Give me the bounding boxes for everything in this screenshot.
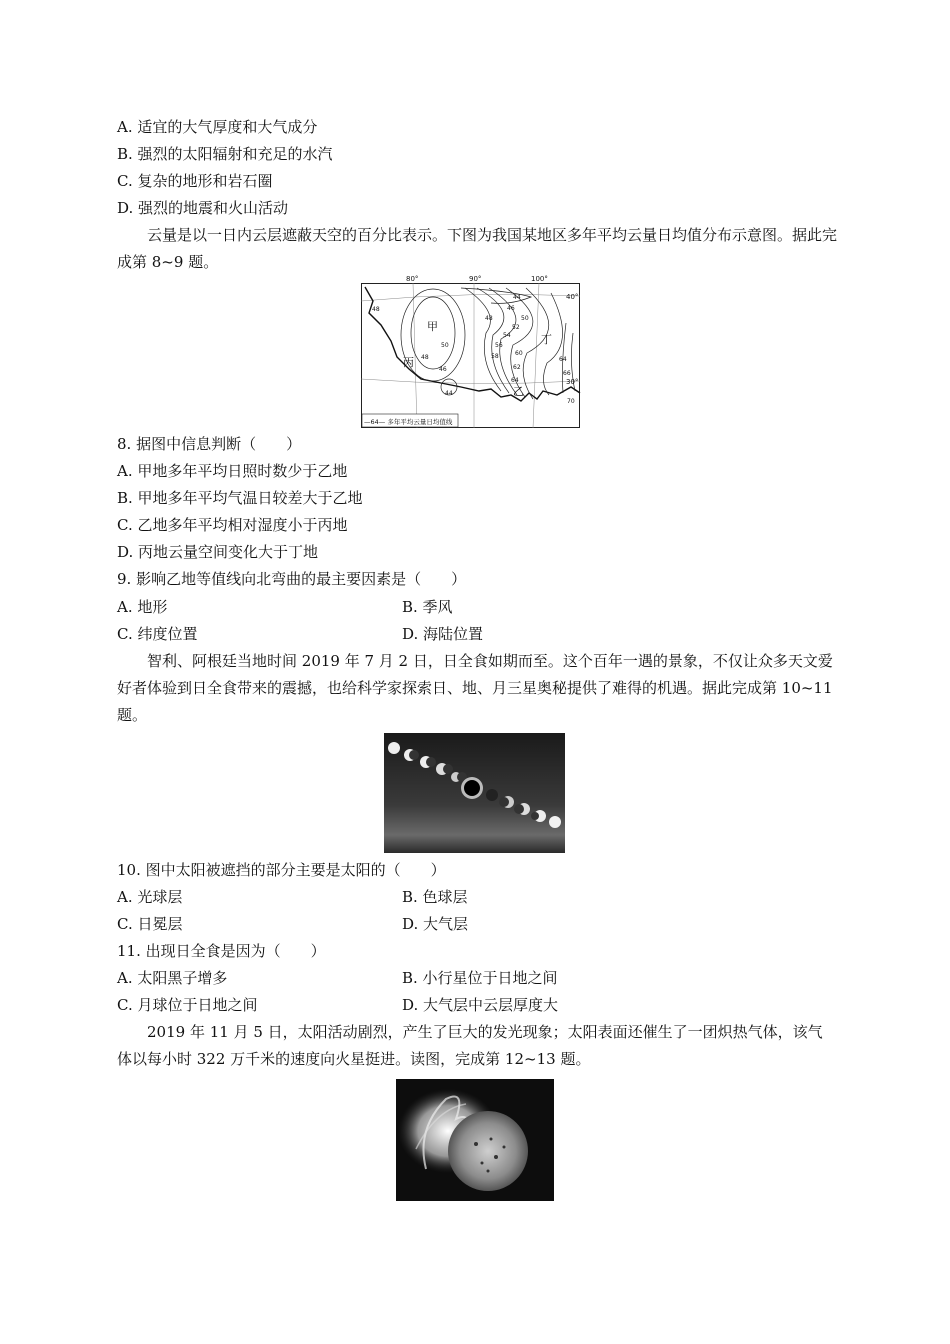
place-bing: 丙 xyxy=(403,356,414,369)
contour-label: 54 xyxy=(503,332,511,339)
contour-label: 48 xyxy=(485,315,493,322)
intro-10-11: 智利、阿根廷当地时间 2019 年 7 月 2 日，日全食如期而至。这个百年一遇的景象，不仅让众多天文爱好者体验到日全食带来的震撼，也给科学家探索日、地、月三星奥秘提供了难得的机遇。据此完成第 10~11 题。 xyxy=(117,652,833,724)
solar-flare-svg xyxy=(396,1079,554,1201)
q10-option-c: C. 日冕层 xyxy=(117,915,183,933)
q7-option-b: B. 强烈的太阳辐射和充足的水汽 xyxy=(117,145,333,163)
q8-option-d: D. 丙地云量空间变化大于丁地 xyxy=(117,543,319,561)
map-legend: —64— 多年平均云量日均值线 xyxy=(364,418,453,426)
contour-label: 70 xyxy=(567,398,575,405)
cloud-cover-map-svg xyxy=(361,275,580,428)
q9-option-d: D. 海陆位置 xyxy=(402,625,484,643)
contour-label: 60 xyxy=(515,350,523,357)
contour-label: 46 xyxy=(507,305,515,312)
intro-12-13: 2019 年 11 月 5 日，太阳活动剧烈，产生了巨大的发光现象；太阳表面还催生了一团炽热气体，该气体以每小时 322 万千米的速度向火星挺进。读图，完成第 12~13 题。 xyxy=(117,1023,823,1068)
contour-label: 64 xyxy=(511,377,519,384)
contour-label: 58 xyxy=(491,353,499,360)
q11-option-c: C. 月球位于日地之间 xyxy=(117,996,258,1014)
q9-option-c: C. 纬度位置 xyxy=(117,625,198,643)
place-ding: 丁 xyxy=(541,333,552,346)
lon-label-90: 90° xyxy=(469,275,482,283)
cloud-cover-map xyxy=(361,275,580,428)
q11-option-b: B. 小行星位于日地之间 xyxy=(402,969,558,987)
q7-option-c: C. 复杂的地形和岩石圈 xyxy=(117,172,273,190)
contour-label: 64 xyxy=(559,356,567,363)
lon-label-100: 100° xyxy=(531,275,548,283)
eclipse-sequence-svg xyxy=(384,733,565,853)
contour-label: 48 xyxy=(421,354,429,361)
q10-option-a: A. 光球层 xyxy=(117,888,183,906)
intro-8-9: 云量是以一日内云层遮蔽天空的百分比表示。下图为我国某地区多年平均云量日均值分布示意图。据此完成第 8~9 题。 xyxy=(117,226,838,271)
q11-stem: 11. 出现日全食是因为（ ） xyxy=(117,942,326,960)
solar-flare-photo xyxy=(396,1079,554,1201)
contour-label: 44 xyxy=(445,390,453,397)
contour-label: 50 xyxy=(521,315,529,322)
lat-label-40: 40° xyxy=(566,293,579,301)
place-jia: 甲 xyxy=(427,320,438,333)
q10-option-d: D. 大气层 xyxy=(402,915,469,933)
q7-option-a: A. 适宜的大气厚度和大气成分 xyxy=(117,118,318,136)
solar-eclipse-photo xyxy=(384,733,565,853)
contour-label: 66 xyxy=(563,370,571,377)
q8-stem: 8. 据图中信息判断（ ） xyxy=(117,435,302,453)
contour-label: 56 xyxy=(495,342,503,349)
contour-label: 50 xyxy=(441,342,449,349)
q11-option-a: A. 太阳黑子增多 xyxy=(117,969,228,987)
q8-option-c: C. 乙地多年平均相对湿度小于丙地 xyxy=(117,516,348,534)
lon-label-80: 80° xyxy=(406,275,419,283)
q8-option-a: A. 甲地多年平均日照时数少于乙地 xyxy=(117,462,348,480)
q7-option-d: D. 强烈的地震和火山活动 xyxy=(117,199,289,217)
q9-stem: 9. 影响乙地等值线向北弯曲的最主要因素是（ ） xyxy=(117,570,467,588)
q10-option-b: B. 色球层 xyxy=(402,888,468,906)
q11-option-d: D. 大气层中云层厚度大 xyxy=(402,996,559,1014)
contour-label: 48 xyxy=(372,306,380,313)
contour-label: 44 xyxy=(513,294,521,301)
contour-label: 46 xyxy=(439,366,447,373)
place-yi: 乙 xyxy=(513,385,524,398)
lat-label-30: 30° xyxy=(566,378,579,386)
q9-option-b: B. 季风 xyxy=(402,598,453,616)
q10-stem: 10. 图中太阳被遮挡的部分主要是太阳的（ ） xyxy=(117,861,446,879)
contour-label: 52 xyxy=(512,324,520,331)
contour-label: 62 xyxy=(513,364,521,371)
q8-option-b: B. 甲地多年平均气温日较差大于乙地 xyxy=(117,489,363,507)
q9-option-a: A. 地形 xyxy=(117,598,168,616)
